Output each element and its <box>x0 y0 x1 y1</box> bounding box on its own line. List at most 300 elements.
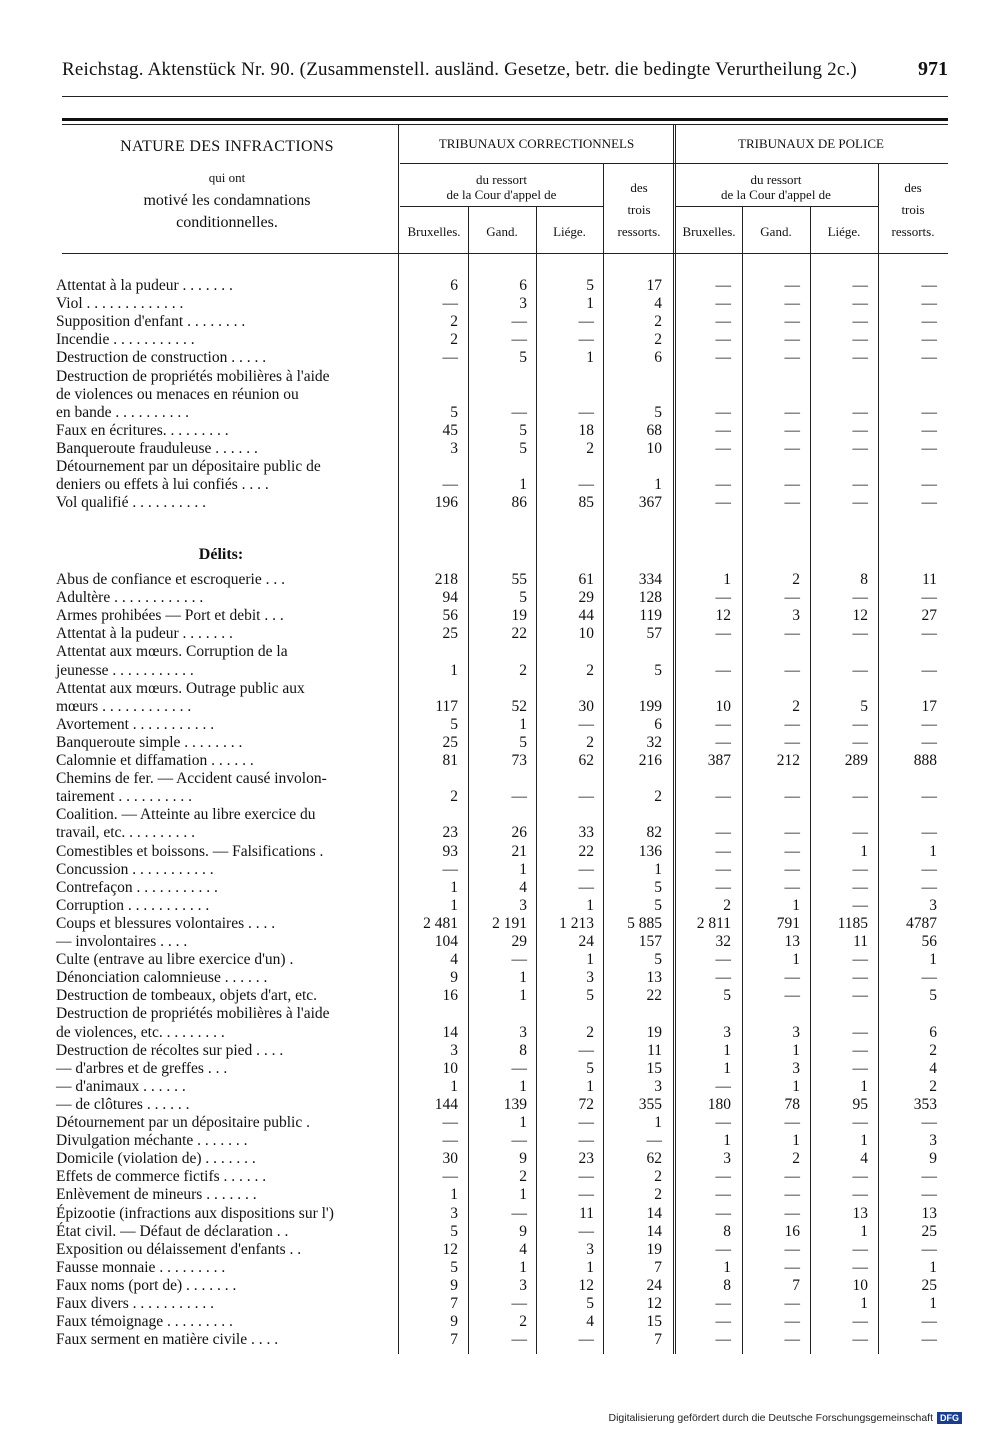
des-a: des <box>630 180 648 195</box>
table-cell: 3 <box>519 295 527 313</box>
table-cell: 10 <box>852 1276 868 1294</box>
table-cell: 1 <box>519 1114 527 1131</box>
row-label: Attentat aux mœurs. Corruption de la <box>56 643 288 661</box>
table-cell: — <box>852 824 868 842</box>
table-cell: — <box>784 1204 800 1222</box>
table-cell: 95 <box>852 1095 868 1113</box>
table-cell: — <box>921 313 937 331</box>
table-cell: — <box>578 1114 594 1131</box>
table-cell: 3 <box>929 896 937 914</box>
table-cell: 4 <box>450 951 458 969</box>
table-cell: — <box>921 1186 937 1204</box>
table-cell: — <box>715 824 731 842</box>
table-cell: — <box>511 331 527 349</box>
table-cell: 3 <box>450 1204 458 1222</box>
table-cell: 73 <box>511 752 527 769</box>
table-cell: 12 <box>646 1295 662 1312</box>
trois-a: trois <box>627 202 651 217</box>
table-cell: — <box>784 1313 800 1331</box>
table-cell: — <box>852 349 868 367</box>
table-cell: 8 <box>519 1041 527 1059</box>
table-cell: 157 <box>638 933 662 950</box>
table-cell: 119 <box>639 607 662 625</box>
table-cell: 104 <box>434 933 458 950</box>
table-cell: 1 <box>450 1186 458 1204</box>
table-cell: — <box>511 788 527 806</box>
table-cell: 2 <box>519 1313 527 1331</box>
table-cell: 32 <box>715 933 731 950</box>
table-cell: — <box>578 860 594 878</box>
table-cell: 355 <box>638 1095 662 1113</box>
table-cell: 1 <box>450 661 458 679</box>
table-cell: 1 213 <box>559 914 594 932</box>
table-cell: 1 <box>860 1222 868 1240</box>
table-cell: 1 <box>519 1258 527 1276</box>
table-cell: 23 <box>442 824 458 842</box>
table-cell: 22 <box>511 625 527 643</box>
table-cell: — <box>852 951 868 969</box>
row-label: Faux serment en matière civile . . . . <box>56 1331 279 1349</box>
trois-b: trois <box>901 202 925 217</box>
table-cell: — <box>784 476 800 494</box>
table-cell: 1 <box>519 969 527 987</box>
table-cell: 12 <box>852 607 868 625</box>
table-cell: — <box>921 1114 937 1131</box>
table-cell: 1 <box>929 842 937 860</box>
table-cell: 2 <box>929 1041 937 1059</box>
table-cell: 3 <box>792 607 800 625</box>
table-cell: 19 <box>646 1240 662 1258</box>
col-liege-b: Liége. <box>827 224 861 239</box>
table-cell: 19 <box>646 1023 662 1041</box>
table-cell: 94 <box>442 589 458 607</box>
table-cell: — <box>784 589 800 607</box>
table-cell: 4 <box>586 1313 594 1331</box>
table-cell: — <box>921 476 937 494</box>
table-cell: 1 <box>586 951 594 969</box>
table-cell: 9 <box>450 1276 458 1294</box>
table-cell: 1 <box>723 1059 731 1077</box>
table-cell: 13 <box>784 933 800 950</box>
table-cell: 3 <box>519 1023 527 1041</box>
table-cell: 3 <box>450 1041 458 1059</box>
table-cell: 55 <box>511 571 527 588</box>
table-cell: 3 <box>792 1023 800 1041</box>
table-cell: — <box>715 951 731 969</box>
table-cell: — <box>511 1059 527 1077</box>
col-gand-b: Gand. <box>760 224 792 239</box>
table-cell: — <box>784 860 800 878</box>
table-cell: 1 <box>519 476 527 494</box>
table-cell: — <box>784 1240 800 1258</box>
table-cell: 9 <box>519 1222 527 1240</box>
col-liege-a: Liége. <box>553 224 586 239</box>
table-cell: 5 <box>450 1258 458 1276</box>
row-label: Calomnie et diffamation . . . . . . <box>56 752 254 769</box>
table-cell: 2 191 <box>492 914 527 932</box>
table-cell: 14 <box>442 1023 458 1041</box>
table-cell: 2 <box>654 313 662 331</box>
table-cell: 19 <box>511 607 527 625</box>
table-cell: 17 <box>646 277 662 294</box>
table-cell: 4787 <box>906 914 937 932</box>
table-top-rule-thin <box>62 124 948 125</box>
table-cell: 1 <box>654 476 662 494</box>
table-cell: — <box>921 878 937 896</box>
table-cell: 5 <box>929 987 937 1005</box>
table-cell: — <box>715 277 731 294</box>
table-cell: 1 <box>792 1041 800 1059</box>
table-cell: 218 <box>434 571 458 588</box>
table-cell: — <box>921 421 937 439</box>
table-cell: 81 <box>442 752 458 769</box>
nature-sub2: motivé les condamnations <box>143 192 311 209</box>
table-cell: 12 <box>578 1276 594 1294</box>
table-cell: — <box>784 1114 800 1131</box>
table-cell: 93 <box>442 842 458 860</box>
table-cell: — <box>921 403 937 421</box>
row-label: Divulgation méchante . . . . . . . <box>56 1132 248 1150</box>
row-label: Chemins de fer. — Accident causé involon- <box>56 770 327 788</box>
table-cell: 72 <box>578 1095 594 1113</box>
dfg-logo: DFG <box>937 1412 962 1424</box>
table-cell: 2 <box>519 1168 527 1186</box>
group-correctionnels: TRIBUNAUX CORRECTIONNELS <box>438 136 635 151</box>
table-cell: — <box>921 788 937 806</box>
row-label: Domicile (violation de) . . . . . . . <box>56 1150 256 1168</box>
row-label: Comestibles et boissons. — Falsifications . <box>56 842 324 860</box>
table-cell: 45 <box>442 421 458 439</box>
table-cell: 3 <box>586 969 594 987</box>
table-cell: 29 <box>578 589 594 607</box>
table-cell: — <box>921 1331 937 1349</box>
table-cell: 21 <box>511 842 527 860</box>
table-cell: — <box>852 421 868 439</box>
table-cell: — <box>784 1258 800 1276</box>
page-number: 971 <box>918 58 948 80</box>
table-cell: 5 <box>654 403 662 421</box>
header-line-ressort-a <box>400 206 603 207</box>
table-cell: 26 <box>511 824 527 842</box>
row-label: de violences ou menaces en réunion ou <box>56 385 299 403</box>
table-cell: 9 <box>450 1313 458 1331</box>
row-label: Destruction de tombeaux, objets d'art, etc. <box>56 987 318 1005</box>
ressorts-a: ressorts. <box>617 224 661 239</box>
table-cell: 2 <box>586 439 594 457</box>
table-cell: 56 <box>921 933 937 950</box>
table-cell: — <box>784 421 800 439</box>
table-cell: 52 <box>511 697 527 715</box>
row-label: Contrefaçon . . . . . . . . . . . <box>56 878 218 896</box>
table-cell: — <box>578 403 594 421</box>
table-cell: 62 <box>646 1150 662 1168</box>
table-cell: 5 <box>860 697 868 715</box>
table-cell: 6 <box>654 715 662 733</box>
table-cell: 22 <box>646 987 662 1005</box>
group-police: TRIBUNAUX DE POLICE <box>738 136 884 151</box>
table-cell: 11 <box>922 571 937 588</box>
table-cell: 5 <box>586 1295 594 1312</box>
table-cell: 12 <box>442 1240 458 1258</box>
table-cell: — <box>511 951 527 969</box>
table-cell: — <box>852 1023 868 1041</box>
table-cell: 353 <box>913 1095 937 1113</box>
table-cell: — <box>715 625 731 643</box>
table-cell: 117 <box>435 697 458 715</box>
table-cell: 2 <box>792 697 800 715</box>
table-cell: 3 <box>519 1276 527 1294</box>
table-cell: 4 <box>519 1240 527 1258</box>
row-label: mœurs . . . . . . . . . . . . <box>56 697 192 715</box>
table-cell: — <box>784 715 800 733</box>
table-cell: — <box>715 1204 731 1222</box>
table-cell: — <box>715 860 731 878</box>
table-cell: 5 <box>654 896 662 914</box>
table-cell: 1 <box>654 860 662 878</box>
table-cell: 791 <box>776 914 800 932</box>
table-cell: 10 <box>715 697 731 715</box>
table-cell: 2 <box>519 661 527 679</box>
row-label: Attentat aux mœurs. Outrage public aux <box>56 679 305 697</box>
table-cell: 22 <box>578 842 594 860</box>
table-cell: — <box>921 1168 937 1186</box>
table-cell: 334 <box>638 571 662 588</box>
table-cell: — <box>852 1258 868 1276</box>
table-cell: 57 <box>646 625 662 643</box>
table-cell: 24 <box>578 933 594 950</box>
row-label: Destruction de construction . . . . . <box>56 349 267 367</box>
table-cell: 5 <box>450 715 458 733</box>
footer-text: Digitalisierung gefördert durch die Deutsche Forschungsgemeinschaft <box>608 1412 933 1424</box>
row-label: Banqueroute frauduleuse . . . . . . <box>56 439 258 457</box>
row-label: Détournement par un dépositaire public . <box>56 1114 310 1131</box>
row-label: Banqueroute simple . . . . . . . . <box>56 733 243 751</box>
table-cell: — <box>715 733 731 751</box>
row-label: Faux en écritures. . . . . . . . . <box>56 421 229 439</box>
table-cell: — <box>852 1059 868 1077</box>
table-cell: — <box>511 1204 527 1222</box>
table-cell: — <box>715 788 731 806</box>
table-cell: 11 <box>853 933 868 950</box>
table-cell: — <box>442 860 458 878</box>
row-label: Fausse monnaie . . . . . . . . . <box>56 1258 226 1276</box>
table-cell: 27 <box>921 607 937 625</box>
table-cell: — <box>578 1168 594 1186</box>
table-cell: 3 <box>586 1240 594 1258</box>
table-cell: — <box>578 715 594 733</box>
table-cell: 1 <box>519 860 527 878</box>
table-cell: 180 <box>707 1095 731 1113</box>
row-label: Dénonciation calomnieuse . . . . . . <box>56 969 268 987</box>
table-cell: 5 <box>586 1059 594 1077</box>
row-label: Viol . . . . . . . . . . . . . <box>56 295 184 313</box>
section-title-delits: Délits: <box>198 546 244 563</box>
table-cell: 5 885 <box>627 914 662 932</box>
table-cell: 2 <box>929 1077 937 1095</box>
table-cell: 1 <box>519 715 527 733</box>
table-cell: 5 <box>519 733 527 751</box>
table-cell: — <box>511 1295 527 1312</box>
table-cell: — <box>578 331 594 349</box>
table-cell: 1 <box>929 951 937 969</box>
table-cell: — <box>784 824 800 842</box>
table-cell: — <box>784 661 800 679</box>
table-cell: — <box>784 969 800 987</box>
table-cell: 12 <box>715 607 731 625</box>
table-cell: 5 <box>586 277 594 294</box>
table-cell: — <box>852 661 868 679</box>
table-cell: 10 <box>646 439 662 457</box>
row-label: tairement . . . . . . . . . . <box>56 788 193 806</box>
table-cell: — <box>784 494 800 512</box>
table-cell: 5 <box>519 349 527 367</box>
table-cell: 212 <box>776 752 800 769</box>
table-cell: 13 <box>921 1204 937 1222</box>
row-label: — d'arbres et de greffes . . . <box>56 1059 228 1077</box>
table-cell: 196 <box>434 494 458 512</box>
table-cell: — <box>852 494 868 512</box>
table-cell: — <box>852 1114 868 1131</box>
header-line-ressort-b <box>676 206 878 207</box>
table-cell: — <box>852 733 868 751</box>
table-cell: — <box>784 788 800 806</box>
table-cell: 1 <box>929 1258 937 1276</box>
table-cell: 888 <box>913 752 937 769</box>
table-cell: 5 <box>723 987 731 1005</box>
table-cell: — <box>784 987 800 1005</box>
table-cell: — <box>442 476 458 494</box>
table-cell: — <box>784 1168 800 1186</box>
table-cell: 30 <box>442 1150 458 1168</box>
table-cell: — <box>784 878 800 896</box>
table-cell: 13 <box>646 969 662 987</box>
header-rule <box>62 96 948 97</box>
row-label: Exposition ou délaissement d'enfants . . <box>56 1240 302 1258</box>
table-cell: 216 <box>638 752 662 769</box>
table-cell: 8 <box>723 1276 731 1294</box>
table-cell: 7 <box>654 1258 662 1276</box>
table-cell: — <box>852 295 868 313</box>
nature-sub1: qui ont <box>208 170 246 185</box>
table-cell: 13 <box>852 1204 868 1222</box>
table-cell: 16 <box>784 1222 800 1240</box>
table-cell: 9 <box>450 969 458 987</box>
table-cell: — <box>852 878 868 896</box>
row-label: Avortement . . . . . . . . . . . <box>56 715 215 733</box>
table-cell: — <box>852 439 868 457</box>
row-label: État civil. — Défaut de déclaration . . <box>56 1222 289 1240</box>
table-cell: — <box>852 788 868 806</box>
table-cell: — <box>784 313 800 331</box>
table-cell: 5 <box>450 1222 458 1240</box>
table-cell: 5 <box>654 661 662 679</box>
table-cell: 30 <box>578 697 594 715</box>
table-cell: — <box>784 1331 800 1349</box>
table-cell: 5 <box>450 403 458 421</box>
table-cell: 1 <box>792 1077 800 1095</box>
table-cell: 3 <box>792 1059 800 1077</box>
table-cell: 2 <box>723 896 731 914</box>
table-cell: — <box>646 1132 662 1150</box>
table-cell: 4 <box>654 295 662 313</box>
table-cell: 9 <box>519 1150 527 1168</box>
col-bruxelles-b: Bruxelles. <box>682 224 736 239</box>
table-cell: 6 <box>519 277 527 294</box>
table-cell: — <box>784 625 800 643</box>
table-cell: 2 <box>792 571 800 588</box>
table-cell: 56 <box>442 607 458 625</box>
table-cell: 17 <box>921 697 937 715</box>
table-cell: — <box>921 277 937 294</box>
row-label: Enlèvement de mineurs . . . . . . . <box>56 1186 257 1204</box>
table-cell: 2 <box>450 788 458 806</box>
row-label: en bande . . . . . . . . . . <box>56 403 190 421</box>
table-cell: — <box>715 313 731 331</box>
table-cell: 6 <box>654 349 662 367</box>
table-cell: 23 <box>578 1150 594 1168</box>
table-cell: — <box>921 295 937 313</box>
row-label: Détournement par un dépositaire public de <box>56 458 321 475</box>
table-cell: — <box>715 1168 731 1186</box>
table-cell: — <box>921 860 937 878</box>
table-cell: — <box>578 1331 594 1349</box>
table-cell: — <box>852 1168 868 1186</box>
table-cell: — <box>715 1295 731 1312</box>
table-cell: — <box>715 1331 731 1349</box>
table-cell: 139 <box>503 1095 527 1113</box>
table-cell: — <box>578 313 594 331</box>
table-cell: — <box>578 1222 594 1240</box>
table-cell: 1 <box>586 896 594 914</box>
row-label: Attentat à la pudeur . . . . . . . <box>56 625 233 643</box>
table-cell: 2 <box>654 1186 662 1204</box>
table-cell: — <box>511 1331 527 1349</box>
table-cell: 1 <box>792 1132 800 1150</box>
table-cell: — <box>442 1168 458 1186</box>
table-cell: 1 <box>929 1295 937 1312</box>
table-cell: 25 <box>921 1276 937 1294</box>
table-cell: 14 <box>646 1204 662 1222</box>
row-label: Supposition d'enfant . . . . . . . . <box>56 313 246 331</box>
table-top-rule <box>62 118 948 121</box>
ressort-line2-b: de la Cour d'appel de <box>721 187 831 202</box>
table-cell: — <box>852 1041 868 1059</box>
table-cell: — <box>511 403 527 421</box>
table-cell: 199 <box>638 697 662 715</box>
col-gand-a: Gand. <box>486 224 518 239</box>
table-cell: 7 <box>654 1331 662 1349</box>
table-cell: 1 <box>586 349 594 367</box>
table-cell: — <box>578 476 594 494</box>
table-cell: 9 <box>929 1150 937 1168</box>
table-cell: 16 <box>442 987 458 1005</box>
table-cell: 8 <box>723 1222 731 1240</box>
table-cell: 25 <box>921 1222 937 1240</box>
nature-title: NATURE DES INFRACTIONS <box>120 138 334 155</box>
table-cell: — <box>442 1114 458 1131</box>
table-cell: — <box>442 349 458 367</box>
table-cell: 1 <box>860 1077 868 1095</box>
table-cell: 3 <box>450 439 458 457</box>
table-cell: — <box>852 277 868 294</box>
table-cell: 1185 <box>837 914 868 932</box>
table-cell: 5 <box>654 878 662 896</box>
table-cell: 4 <box>929 1059 937 1077</box>
table-cell: — <box>511 1132 527 1150</box>
table-cell: 5 <box>519 439 527 457</box>
nature-sub3: conditionnelles. <box>176 214 278 231</box>
table-cell: — <box>578 1186 594 1204</box>
